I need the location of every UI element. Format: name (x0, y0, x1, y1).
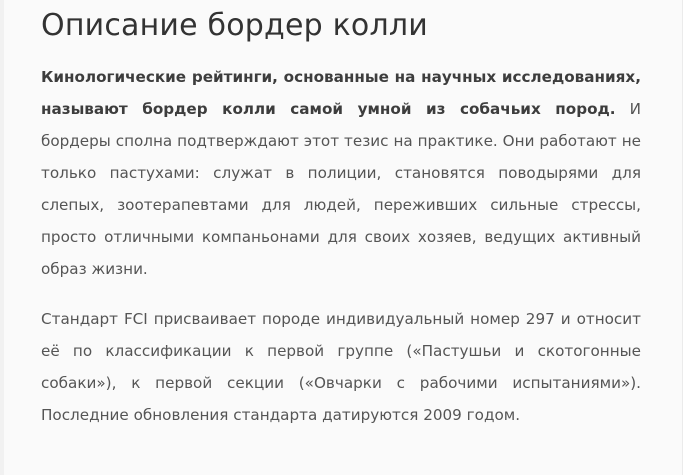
paragraph-intro-bold: Кинологические рейтинги, основанные на научных исследованиях, называют бордер колли самой умной из собачьих пород. (41, 68, 641, 118)
article-section (41, 0, 641, 431)
paragraph-standard: Стандарт FCI присваивает породе индивидуальный номер 297 и относит её по классификации к первой группе («Пастушьи и скотогонные собаки»), к первой секции («Овчарки с рабочими испытаниями»). Последние обновления стандарта датируются 2009 годом. (41, 310, 641, 424)
left-edge-shadow (0, 0, 4, 475)
paragraph-intro (41, 61, 641, 285)
paragraph-intro-text: И бордеры сполна подтверждают этот тезис на практике. Они работают не только пастухами: служат в полиции, становятся поводырями для слепых, зоотерапевтами для людей, переживших сильные стрессы, просто отличными компаньонами для своих хозяев, ведущих активный образ жизни. (41, 100, 641, 278)
section-heading: Описание бордер колли (41, 8, 428, 43)
